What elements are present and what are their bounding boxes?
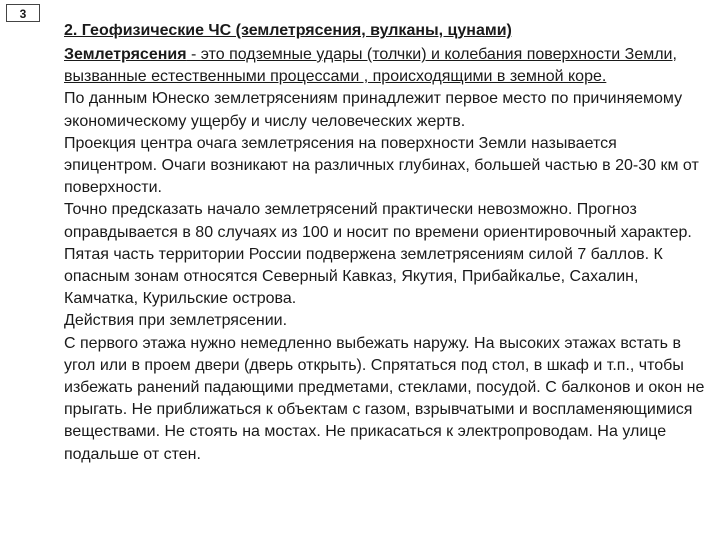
definition-paragraph	[63, 44, 713, 88]
slide-number: 3	[6, 4, 40, 22]
paragraph-forecast: Точно предсказать начало землетрясений практически невозможно. Прогноз оправдывается в 80 случаях из 100 и носит по времени ориентировочный характер.	[64, 201, 692, 241]
slide-title: 2. Геофизические ЧС (землетрясения, вулканы, цунами)	[64, 22, 512, 39]
paragraph-russia-zones: Пятая часть территории России подвержена землетрясениям силой 7 баллов. К опасным зонам относятся Северный Кавказ, Якутия, Прибайкалье, Сахалин, Камчатка, Курильские острова.	[64, 245, 663, 308]
paragraph-actions: С первого этажа нужно немедленно выбежать наружу. На высоких этажах встать в угол или в проем двери (дверь открыть). Спрятаться под стол, в шкаф и т.п., чтобы избежать ранений падающими предметами, стеклами, посудой. С балконов и окон не прыгать. Не приближаться к объектам с газом, взрывчатыми и воспламеняющимися веществами. Не стоять на мостах. Не прикасаться к электропроводам. На улице подальше от стен.	[64, 334, 705, 463]
definition-term: Землетрясения	[64, 46, 187, 63]
slide-content	[63, 20, 713, 466]
paragraph-actions-heading: Действия при землетрясении.	[64, 312, 288, 330]
paragraph-epicenter: Проекция центра очага землетрясения на поверхности Земли называется эпицентром. Очаги возникают на различных глубинах, большей частью в 20-30 км от поверхности.	[64, 134, 699, 197]
paragraph-unesco: По данным Юнеско землетрясениям принадлежит первое место по причиняемому экономическому ущербу и числу человеческих жертв.	[64, 90, 683, 130]
definition-text: - это подземные удары (толчки) и колебания поверхности Земли, вызванные естественными процессами , происходящими в земной коре.	[64, 46, 677, 86]
